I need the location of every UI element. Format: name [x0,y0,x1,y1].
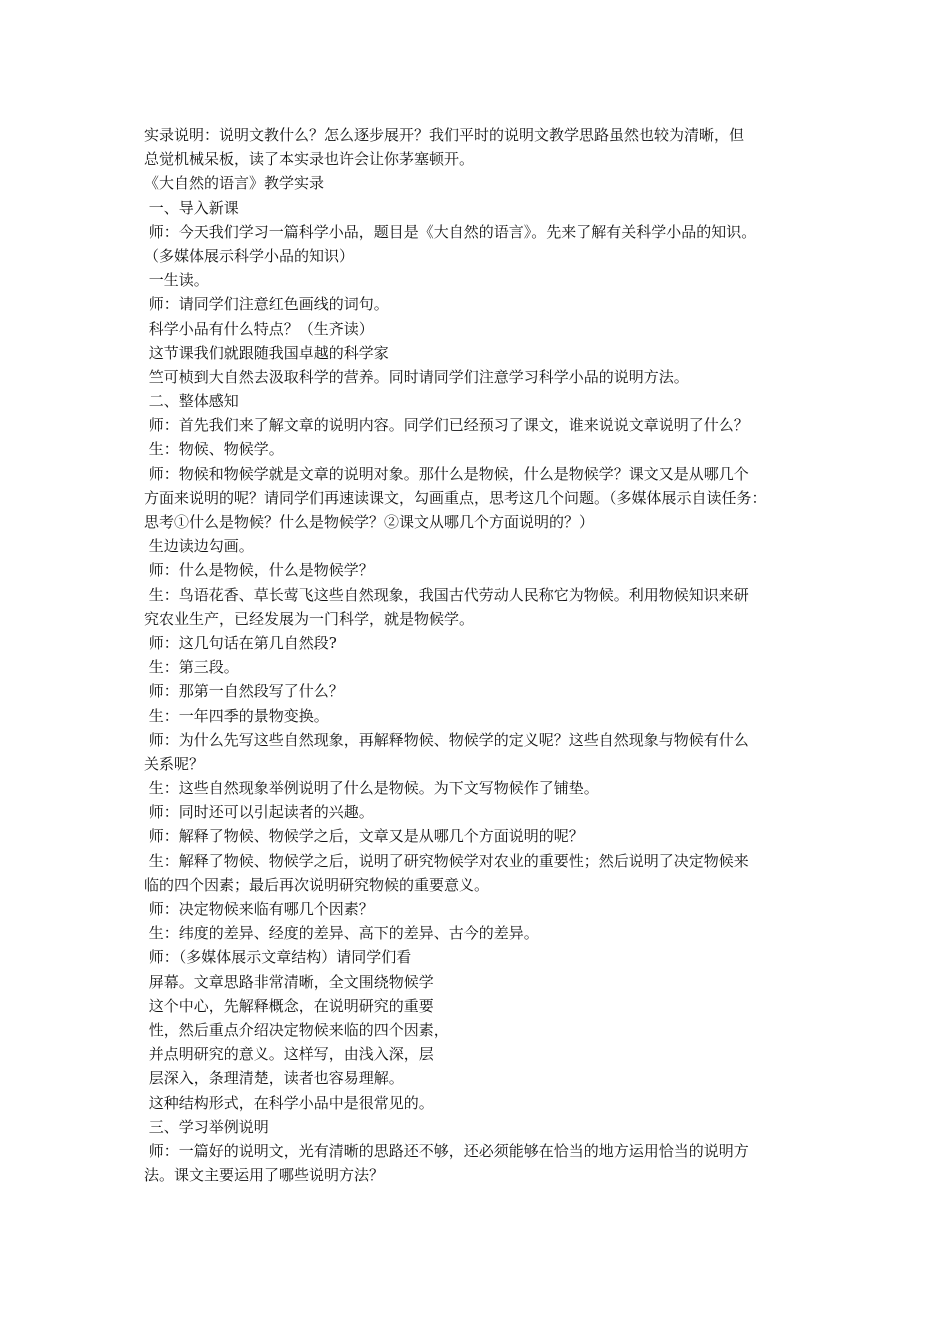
text-line: 师：解释了物候、物候学之后，文章又是从哪几个方面说明的呢？ [144,827,584,846]
text-line: 生：物候、物候学。 [144,440,284,459]
text-line: 并点明研究的意义。这样写，由浅入深，层 [144,1045,434,1064]
text-line: 师：请同学们注意红色画线的词句。 [144,295,389,314]
text-line: 临的四个因素；最后再次说明研究物候的重要意义。 [144,875,490,894]
text-line: 层深入，条理清楚，读者也容易理解。 [144,1069,404,1088]
text-line: 师：一篇好的说明文，光有清晰的思路还不够，还必须能够在恰当的地方运用恰当的说明方 [144,1141,749,1160]
section-heading: 一、导入新课 [144,198,239,217]
text-line: 生：纬度的差异、经度的差异、高下的差异、古今的差异。 [144,924,539,943]
document-body [144,123,814,1187]
text-line: 师：什么是物候，什么是物候学？ [144,561,374,580]
text-line: 生：这些自然现象举例说明了什么是物候。为下文写物候作了铺垫。 [144,779,599,798]
text-line: 师：决定物候来临有哪几个因素？ [144,900,374,918]
text-line: 总觉机械呆板，读了本实录也许会让你茅塞顿开。 [144,150,475,169]
text-line: 法。课文主要运用了哪些说明方法？ [144,1166,385,1185]
text-line: 这种结构形式，在科学小品中是很常见的。 [144,1093,434,1112]
document-title: 《大自然的语言》教学实录 [144,174,325,193]
text-line: 师：今天我们学习一篇科学小品，题目是《大自然的语言》。先来了解有关科学小品的知识。 [144,222,757,241]
text-line: 生：一年四季的景物变换。 [144,706,329,725]
text-line: 性，然后重点介绍决定物候来临的四个因素， [144,1020,449,1039]
section-heading: 二、整体感知 [144,392,239,411]
text-line: 竺可桢到大自然去汲取科学的营养。同时请同学们注意学习科学小品的说明方法。 [144,367,689,386]
text-line: 师：这几句话在第几自然段? [144,633,337,652]
text-line: 这个中心，先解释概念，在说明研究的重要 [144,996,434,1015]
text-line: 师：（多媒体展示文章结构）请同学们看 [144,948,412,967]
text-line: 屏幕。文章思路非常清晰，全文围绕物候学 [144,972,434,991]
section-heading: 三、学习举例说明 [144,1117,269,1136]
text-line: 这节课我们就跟随我国卓越的科学家 [144,343,389,362]
text-line: 生：第三段。 [144,658,239,677]
text-line: 师：物候和物候学就是文章的说明对象。那什么是物候，什么是物候学？课文又是从哪几个 [144,464,749,483]
text-line: 关系呢？ [144,754,205,773]
text-line: 师：为什么先写这些自然现象，再解释物候、物候学的定义呢？这些自然现象与物候有什么 [144,730,749,749]
text-line: 师：那第一自然段写了什么？ [144,682,344,701]
text-line: 生：解释了物候、物候学之后，说明了研究物候学对农业的重要性；然后说明了决定物候来 [144,851,749,870]
text-line: 思考①什么是物候？什么是物候学？②课文从哪几个方面说明的？） [144,513,595,531]
text-line: 生边读边勾画。 [144,537,254,556]
text-line: 生：鸟语花香、草长莺飞这些自然现象，我国古代劳动人民称它为物候。利用物候知识来研 [144,585,749,604]
text-line: （多媒体展示科学小品的知识） [144,246,355,265]
text-line: 究农业生产，已经发展为一门科学，就是物候学。 [144,609,475,628]
text-line: 师：首先我们来了解文章的说明内容。同学们已经预习了课文，谁来说说文章说明了什么？ [144,416,749,435]
text-line: 一生读。 [144,271,209,290]
text-line: 师：同时还可以引起读者的兴趣。 [144,803,374,822]
text-line: 方面来说明的呢？请同学们再速读课文，勾画重点，思考这几个问题。（多媒体展示自读任务： [144,488,767,507]
text-line: 实录说明：说明文教什么？怎么逐步展开？我们平时的说明文教学思路虽然也较为清晰，但 [144,126,745,144]
text-line: 科学小品有什么特点？（生齐读） [144,319,374,338]
